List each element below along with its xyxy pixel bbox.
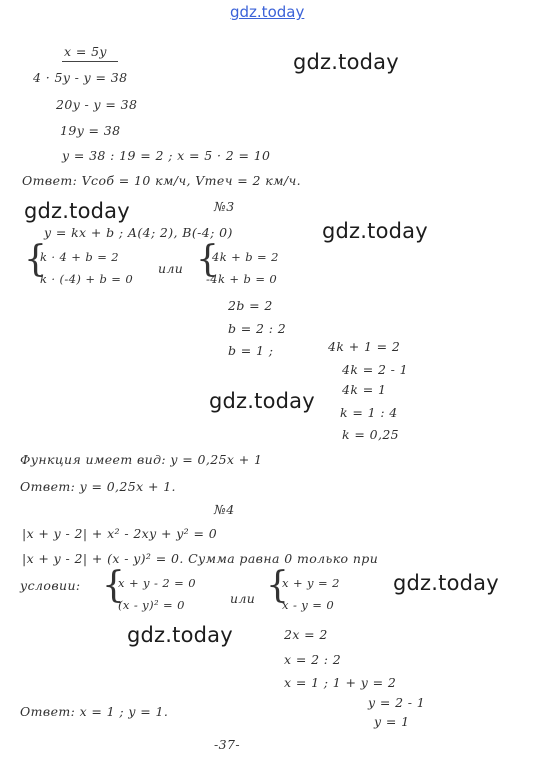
- system-brace: {: [24, 239, 47, 280]
- solution-line: 2x = 2: [284, 627, 328, 642]
- solution-line: k = 1 : 4: [340, 405, 398, 420]
- solution-line: y = kx + b ; A(4; 2), B(-4; 0): [44, 225, 233, 240]
- system-equation: 4k + b = 2: [212, 250, 279, 264]
- problem-number: №3: [214, 199, 235, 214]
- system-equation: x - y = 0: [282, 598, 335, 612]
- underline: [62, 61, 118, 62]
- solution-line: y = 38 : 19 = 2 ; x = 5 · 2 = 10: [62, 148, 271, 163]
- solution-line: условии:: [20, 578, 81, 593]
- system-equation: -4k + b = 0: [206, 272, 278, 286]
- watermark: gdz.today: [322, 219, 428, 243]
- watermark: gdz.today: [393, 571, 499, 595]
- site-logo[interactable]: gdz.today: [230, 3, 305, 21]
- answer-line: Ответ: x = 1 ; y = 1.: [20, 704, 169, 719]
- or-word: или: [230, 591, 256, 606]
- solution-line: |x + y - 2| + (x - y)² = 0. Сумма равна 0 только при: [22, 551, 379, 566]
- watermark: gdz.today: [209, 389, 315, 413]
- system-equation: k · (-4) + b = 0: [40, 272, 134, 286]
- solution-line: 4k = 2 - 1: [342, 362, 409, 377]
- solution-line: Функция имеет вид: y = 0,25x + 1: [20, 452, 263, 467]
- solution-line: y = 1: [374, 714, 410, 729]
- answer-line: Ответ: Vсоб = 10 км/ч, Vтеч = 2 км/ч.: [22, 173, 302, 188]
- system-equation: x + y = 2: [282, 576, 340, 590]
- system-equation: k · 4 + b = 2: [40, 250, 120, 264]
- solution-line: y = 2 - 1: [368, 695, 426, 710]
- system-brace: {: [196, 239, 219, 280]
- system-brace: {: [102, 565, 125, 606]
- system-brace: {: [266, 565, 289, 606]
- problem-number: №4: [214, 502, 235, 517]
- solution-line: 20y - y = 38: [56, 97, 138, 112]
- or-word: или: [158, 261, 184, 276]
- solution-line: x = 1 ; 1 + y = 2: [284, 675, 397, 690]
- solution-line: 4k = 1: [342, 382, 387, 397]
- solution-line: x = 5y: [64, 44, 107, 59]
- watermark: gdz.today: [127, 623, 233, 647]
- solution-line: |x + y - 2| + x² - 2xy + y² = 0: [22, 526, 218, 541]
- system-equation: x + y - 2 = 0: [118, 576, 196, 590]
- solution-line: 4k + 1 = 2: [328, 339, 401, 354]
- watermark: gdz.today: [24, 199, 130, 223]
- solution-line: x = 2 : 2: [284, 652, 342, 667]
- solution-line: 2b = 2: [228, 298, 273, 313]
- solution-line: k = 0,25: [342, 427, 400, 442]
- solution-line: 4 · 5y - y = 38: [33, 70, 128, 85]
- watermark: gdz.today: [293, 50, 399, 74]
- solution-line: 19y = 38: [60, 123, 121, 138]
- system-equation: (x - y)² = 0: [118, 598, 185, 612]
- answer-line: Ответ: y = 0,25x + 1.: [20, 479, 176, 494]
- solution-line: b = 2 : 2: [228, 321, 287, 336]
- page-number: -37-: [214, 737, 240, 752]
- solution-line: b = 1 ;: [228, 343, 274, 358]
